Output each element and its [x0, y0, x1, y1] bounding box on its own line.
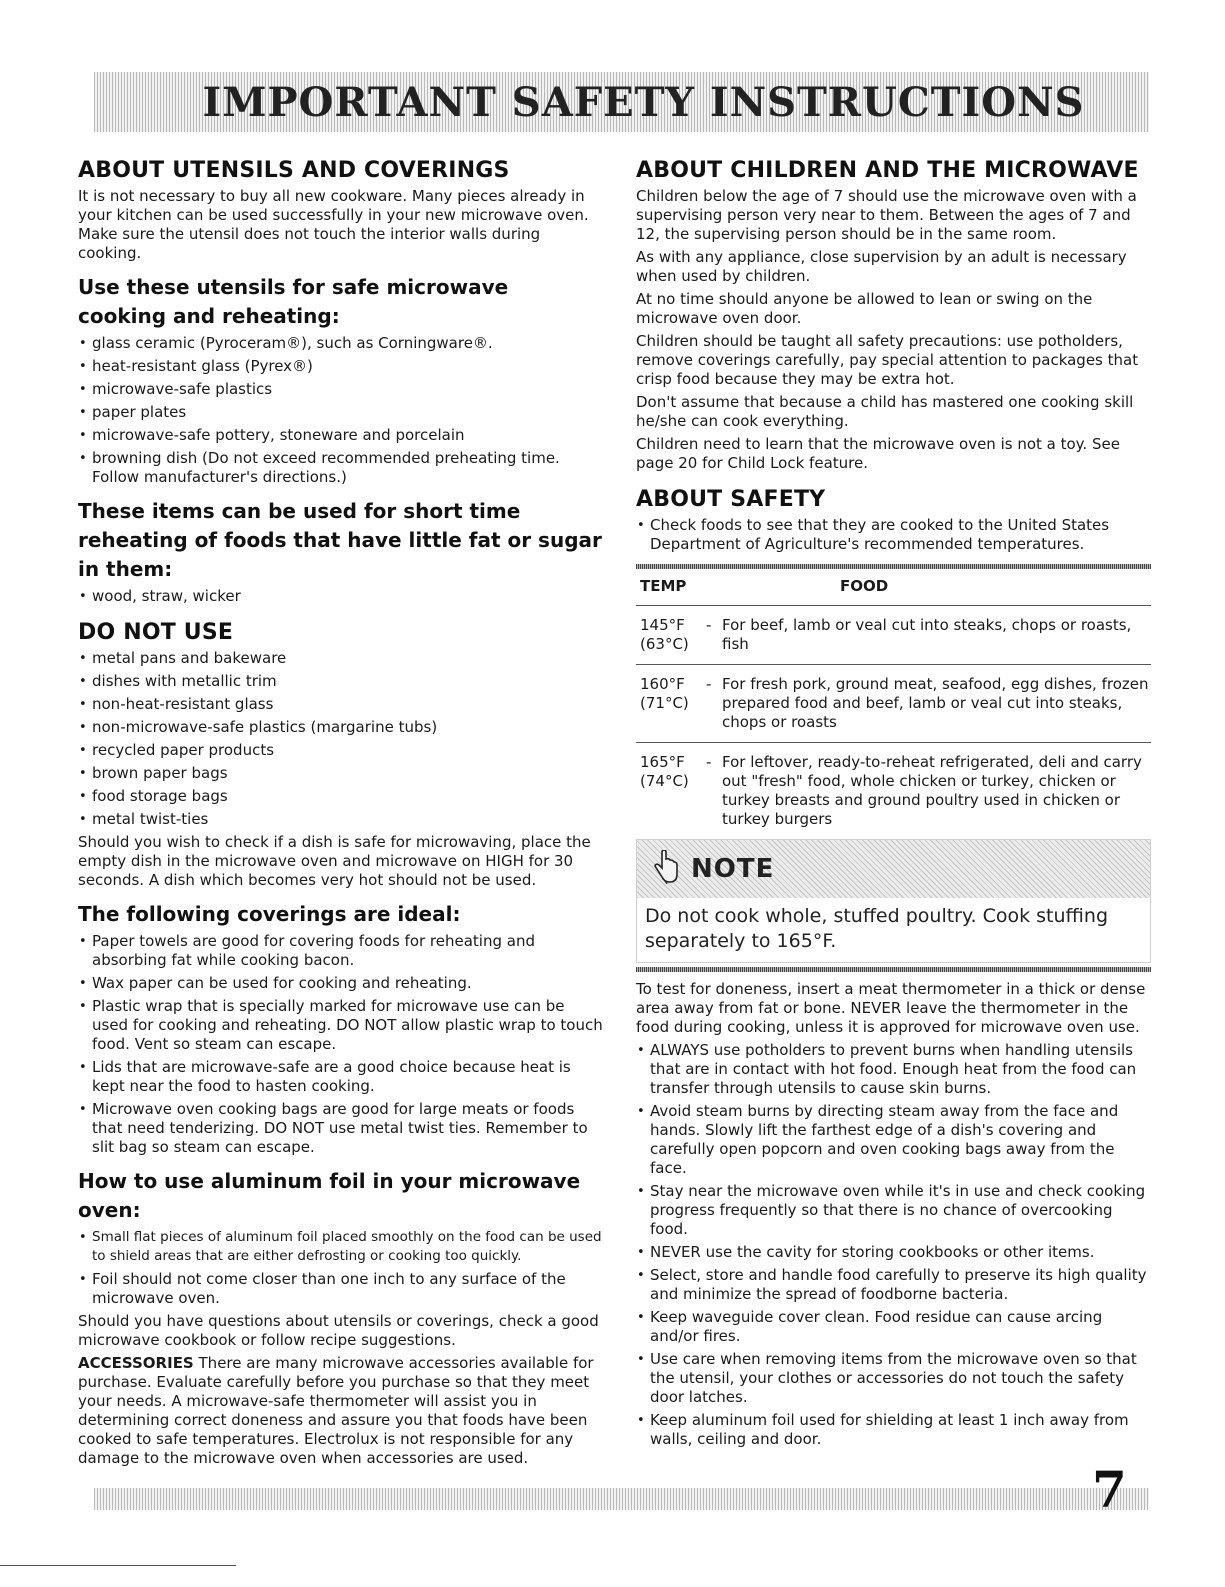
- list-item: • recycled paper products: [78, 741, 603, 760]
- list-item: • wood, straw, wicker: [78, 587, 603, 606]
- temperature-table: [636, 569, 1151, 839]
- temp-celsius: (74°C): [640, 772, 689, 790]
- dish-check-text: Should you wish to check if a dish is safe for microwaving, place the empty dish in the microwave oven and microwave on HIGH for 30 seconds. A dish which becomes very hot should not be used.: [78, 833, 591, 889]
- list-item: • metal twist-ties: [78, 810, 603, 829]
- row-dash: -: [706, 675, 712, 693]
- table-header: [636, 569, 1151, 606]
- temp-cell: [640, 753, 706, 829]
- children-paragraph: As with any appliance, close supervision by an adult is necessary when used by children.: [636, 248, 1127, 285]
- list-item: • heat-resistant glass (Pyrex®): [78, 357, 603, 376]
- note-box: [636, 839, 1151, 963]
- table-row: [636, 743, 1151, 839]
- food-cell: For beef, lamb or veal cut into steaks, chops or roasts, fish: [722, 616, 1132, 653]
- do-not-use-heading: DO NOT USE: [78, 620, 234, 645]
- coverings-heading: The following coverings are ideal:: [78, 902, 461, 926]
- list-item: • browning dish (Do not exceed recommended preheating time. Follow manufacturer's directions.): [78, 449, 603, 487]
- list-item: • non-heat-resistant glass: [78, 695, 603, 714]
- list-item: • Wax paper can be used for cooking and reheating.: [78, 974, 603, 993]
- list-item: • metal pans and bakeware: [78, 649, 603, 668]
- list-item: • Keep waveguide cover clean. Food residue can cause arcing and/or fires.: [636, 1308, 1151, 1346]
- short-reheating-list: [78, 587, 603, 606]
- temp-fahrenheit: 165°F: [640, 753, 685, 771]
- list-item: • dishes with metallic trim: [78, 672, 603, 691]
- list-item: • paper plates: [78, 403, 603, 422]
- row-dash: -: [706, 616, 712, 634]
- list-item: • Plastic wrap that is specially marked for microwave use can be used for cooking and reheating. DO NOT allow plastic wrap to touch food. Vent so steam can escape.: [78, 997, 603, 1054]
- table-row: [636, 665, 1151, 743]
- right-column: [636, 158, 1151, 1453]
- questions-text: Should you have questions about utensils or coverings, check a good microwave cookbook or follow recipe suggestions.: [78, 1312, 599, 1349]
- children-heading: ABOUT CHILDREN AND THE MICROWAVE: [636, 158, 1139, 183]
- children-paragraph: Children need to learn that the microwave oven is not a toy. See page 20 for Child Lock feature.: [636, 435, 1120, 472]
- safe-utensils-heading: Use these utensils for safe microwave cooking and reheating:: [78, 275, 509, 328]
- list-item: • microwave-safe plastics: [78, 380, 603, 399]
- temp-celsius: (71°C): [640, 694, 689, 712]
- children-paragraph: Children should be taught all safety precautions: use potholders, remove coverings carefully, pay special attention to packages that crisp food because they may be extra hot.: [636, 332, 1139, 388]
- safety-list: [636, 1041, 1151, 1449]
- coverings-list: [78, 932, 603, 1157]
- list-item: • Small flat pieces of aluminum foil placed smoothly on the food can be used to shield areas that are either defrosting or cooking too quickly.: [78, 1228, 603, 1266]
- list-item: • Keep aluminum foil used for shielding at least 1 inch away from walls, ceiling and door.: [636, 1411, 1151, 1449]
- page-title: IMPORTANT SAFETY INSTRUCTIONS: [202, 78, 1085, 126]
- temp-column-header: TEMP: [640, 577, 687, 595]
- children-paragraph: At no time should anyone be allowed to lean or swing on the microwave oven door.: [636, 290, 1093, 327]
- list-item: • brown paper bags: [78, 764, 603, 783]
- row-dash: -: [706, 753, 712, 771]
- utensils-heading: ABOUT UTENSILS AND COVERINGS: [78, 158, 510, 183]
- food-cell: For leftover, ready-to-reheat refrigerated, deli and carry out "fresh" food, whole chicken or turkey, chicken or turkey breasts and ground poultry used in chicken or turkey burgers: [722, 753, 1142, 828]
- note-title: NOTE: [691, 854, 775, 884]
- short-reheating-heading: These items can be used for short time reheating of foods that have little fat or sugar in them:: [78, 499, 602, 581]
- title-banner: [94, 72, 1149, 132]
- safety-intro-list: [636, 516, 1151, 554]
- page-number: 7: [1092, 1460, 1127, 1519]
- list-item: • Stay near the microwave oven while it's in use and check cooking progress frequently so that there is no chance of overcooking food.: [636, 1182, 1151, 1239]
- list-item: • food storage bags: [78, 787, 603, 806]
- accessories-paragraph: [78, 1354, 603, 1468]
- list-item: • Paper towels are good for covering foods for reheating and absorbing fat while cooking bacon.: [78, 932, 603, 970]
- list-item: • Microwave oven cooking bags are good for large meats or foods that need tenderizing. DO NOT use metal twist ties. Remember to slit bag so steam can escape.: [78, 1100, 603, 1157]
- footer-stripe: [94, 1488, 1149, 1510]
- temp-fahrenheit: 160°F: [640, 675, 685, 693]
- children-paragraph: Children below the age of 7 should use the microwave oven with a supervising person very near to them. Between the ages of 7 and 12, the supervising person should be in the same room.: [636, 187, 1137, 243]
- list-item: • Lids that are microwave-safe are a good choice because heat is kept near the food to hasten cooking.: [78, 1058, 603, 1096]
- list-item: • Avoid steam burns by directing steam away from the face and hands. Slowly lift the farthest edge of a dish's covering and carefully open popcorn and oven cooking bags away from the face.: [636, 1102, 1151, 1178]
- hand-pointer-icon: [653, 850, 679, 888]
- left-column: [78, 158, 603, 1472]
- utensils-intro: It is not necessary to buy all new cookware. Many pieces already in your kitchen can be used successfully in your new microwave oven. Make sure the utensil does not touch the interior walls during cooking.: [78, 187, 589, 262]
- list-item: • Check foods to see that they are cooked to the United States Department of Agriculture's recommended temperatures.: [636, 516, 1151, 554]
- accessories-label: ACCESSORIES: [78, 1354, 194, 1372]
- note-text: Do not cook whole, stuffed poultry. Cook stuffing separately to 165°F.: [645, 905, 1109, 952]
- safety-heading: ABOUT SAFETY: [636, 487, 826, 512]
- list-item: • Foil should not come closer than one inch to any surface of the microwave oven.: [78, 1270, 603, 1308]
- food-column-header: FOOD: [840, 577, 889, 595]
- list-item: • Select, store and handle food carefully to preserve its high quality and minimize the spread of foodborne bacteria.: [636, 1266, 1151, 1304]
- food-cell: For fresh pork, ground meat, seafood, egg dishes, frozen prepared food and beef, lamb or veal cut into steaks, chops or roasts: [722, 675, 1149, 731]
- note-bottom-rule: [636, 967, 1151, 972]
- list-item: • Use care when removing items from the microwave oven so that the utensil, your clothes or accessories do not touch the safety door latches.: [636, 1350, 1151, 1407]
- list-item: • ALWAYS use potholders to prevent burns when handling utensils that are in contact with hot food. Enough heat from the food can transfer through utensils to cause skin burns.: [636, 1041, 1151, 1098]
- children-paragraph: Don't assume that because a child has mastered one cooking skill he/she can cook everything.: [636, 393, 1134, 430]
- bottom-divider: [0, 1565, 236, 1566]
- doneness-text: To test for doneness, insert a meat thermometer in a thick or dense area away from fat or bone. NEVER leave the thermometer in the food during cooking, unless it is approved for microwave oven use.: [636, 980, 1146, 1036]
- accessories-text: There are many microwave accessories available for purchase. Evaluate carefully before you purchase so that they meet your needs. A microwave-safe thermometer will assist you in determining correct doneness and assure you that foods have been cooked to safe temperatures. Electrolux is not responsible for any damage to the microwave oven when accessories are used.: [78, 1354, 594, 1467]
- temp-fahrenheit: 145°F: [640, 616, 685, 634]
- list-item: • NEVER use the cavity for storing cookbooks or other items.: [636, 1243, 1151, 1262]
- temp-celsius: (63°C): [640, 635, 689, 653]
- note-header: [637, 840, 1150, 898]
- list-item: • non-microwave-safe plastics (margarine tubs): [78, 718, 603, 737]
- temp-cell: [640, 616, 706, 654]
- aluminum-foil-heading: How to use aluminum foil in your microwave oven:: [78, 1169, 581, 1222]
- table-row: [636, 606, 1151, 665]
- aluminum-foil-list: [78, 1228, 603, 1308]
- do-not-use-list: [78, 649, 603, 829]
- list-item: • glass ceramic (Pyroceram®), such as Corningware®.: [78, 334, 603, 353]
- safe-utensils-list: [78, 334, 603, 487]
- list-item: • microwave-safe pottery, stoneware and porcelain: [78, 426, 603, 445]
- temp-cell: [640, 675, 706, 732]
